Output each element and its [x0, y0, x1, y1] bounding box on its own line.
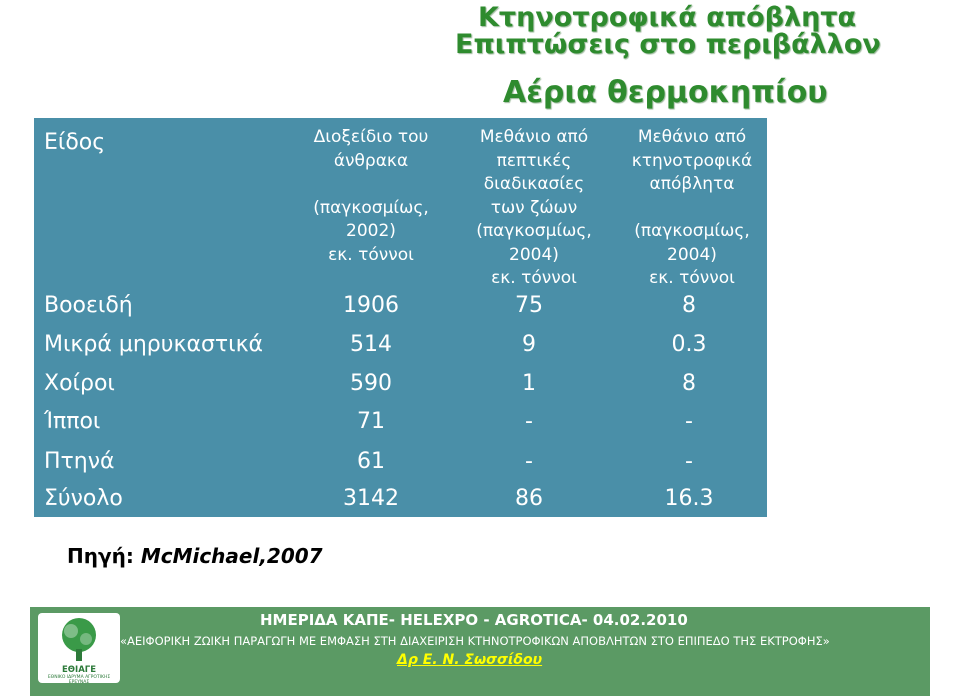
row-label-pigs: Χοίροι [44, 371, 115, 396]
row-horses-ch4-digestive: - [525, 409, 533, 434]
logo-subtitle: ΕΘΝΙΚΟ ΙΔΡΥΜΑ ΑΓΡΟΤΙΚΗΣ ΕΡΕΥΝΑΣ [47, 675, 111, 685]
row-cattle-ch4-digestive: 75 [515, 293, 543, 318]
row-pigs-ch4-waste: 8 [682, 371, 696, 396]
row-cattle-co2: 1906 [343, 293, 399, 318]
header-methane-digestive: Μεθάνιο από πεπτικές διαδικασίες των ζώων (παγκοσμίως, 2004) εκ. τόννοι [476, 127, 592, 288]
row-label-horses: Ίπποι [44, 409, 101, 434]
subtitle: Αέρια θερμοκηπίου [503, 75, 828, 110]
row-poultry-ch4-waste: - [685, 449, 693, 474]
title-line-1: Κτηνοτροφικά απόβλητα [478, 2, 857, 33]
row-label-small-ruminants: Μικρά μηρυκαστικά [44, 332, 264, 357]
ethiage-logo [38, 613, 120, 683]
corner-label: Είδος [44, 130, 106, 155]
header-co2: Διοξείδιο του άνθρακα (παγκοσμίως, 2002) εκ. τόννοι [313, 127, 429, 265]
row-horses-co2: 71 [357, 409, 385, 434]
header-methane-waste: Μεθάνιο από κτηνοτροφικά απόβλητα (παγκοσμίως, 2004) εκ. τόννοι [631, 127, 753, 288]
footer-event: ΗΜΕΡΙΔΑ ΚΑΠΕ- HELEXPO - AGROTICA- 04.02.2010 [260, 611, 688, 629]
row-total-ch4-digestive: 86 [515, 486, 543, 511]
source-text: McMichael,2007 [140, 544, 323, 568]
row-label-poultry: Πτηνά [44, 449, 115, 474]
row-small-ruminants-ch4-waste: 0.3 [671, 332, 707, 357]
source-note [67, 544, 323, 568]
row-total-ch4-waste: 16.3 [664, 486, 714, 511]
emissions-table [34, 118, 767, 517]
footer-banner [30, 607, 930, 696]
row-cattle-ch4-waste: 8 [682, 293, 696, 318]
row-small-ruminants-co2: 514 [350, 332, 392, 357]
row-poultry-ch4-digestive: - [525, 449, 533, 474]
source-prefix: Πηγή: [67, 544, 134, 568]
title-line-2: Επιπτώσεις στο περιβάλλον [455, 29, 881, 60]
row-small-ruminants-ch4-digestive: 9 [522, 332, 536, 357]
logo-name: ΕΘΙΑΓΕ [62, 665, 96, 675]
row-total-co2: 3142 [343, 486, 399, 511]
row-poultry-co2: 61 [357, 449, 385, 474]
row-horses-ch4-waste: - [685, 409, 693, 434]
footer-theme: «ΑΕΙΦΟΡΙΚΗ ΖΩΙΚΗ ΠΑΡΑΓΩΓΗ ΜΕ ΕΜΦΑΣΗ ΣΤΗ ΔΙΑΧΕΙΡΙΣΗ ΚΤΗΝΟΤΡΟΦΙΚΩΝ ΑΠΟΒΛΗΤΩΝ ΣΤΟ ΕΠΙΠΕΔΟ ΤΗΣ ΕΚΤΡΟΦΗΣ» [120, 634, 830, 648]
row-pigs-co2: 590 [350, 371, 392, 396]
row-label-cattle: Βοοειδή [44, 293, 133, 318]
tree-logo-icon [38, 613, 120, 665]
row-pigs-ch4-digestive: 1 [522, 371, 536, 396]
row-label-total: Σύνολο [44, 486, 123, 511]
footer-author: Δρ Ε. Ν. Σωσσίδου [397, 652, 543, 668]
